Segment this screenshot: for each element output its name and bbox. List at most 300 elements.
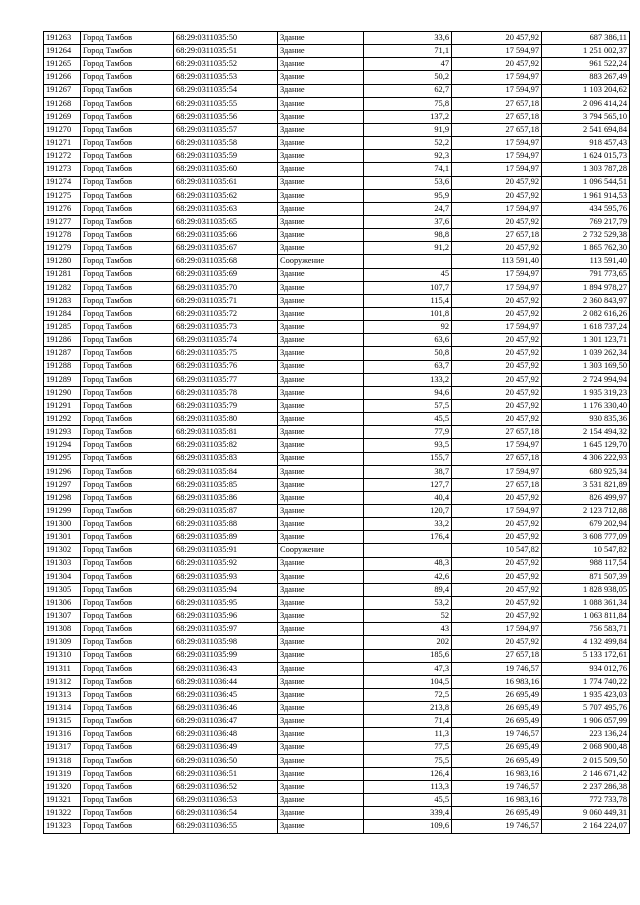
cadastral-value-cell: 1 906 057,99 bbox=[542, 715, 630, 728]
table-row bbox=[44, 597, 630, 610]
cadastral-value-cell: 772 733,78 bbox=[542, 794, 630, 807]
area-cell: 101,8 bbox=[364, 307, 452, 320]
record-id-cell: 191293 bbox=[44, 426, 81, 439]
cadastral-value-cell: 1 618 737,24 bbox=[542, 321, 630, 334]
record-id-cell: 191319 bbox=[44, 767, 81, 780]
specific-value-cell: 20 457,92 bbox=[452, 636, 542, 649]
record-id-cell: 191315 bbox=[44, 715, 81, 728]
city-cell: Город Тамбов bbox=[81, 597, 174, 610]
table-row bbox=[44, 373, 630, 386]
specific-value-cell: 20 457,92 bbox=[452, 215, 542, 228]
city-cell: Город Тамбов bbox=[81, 268, 174, 281]
specific-value-cell: 17 594,97 bbox=[452, 623, 542, 636]
specific-value-cell: 26 695,49 bbox=[452, 754, 542, 767]
object-type-cell: Здание bbox=[278, 45, 364, 58]
area-cell: 75,8 bbox=[364, 97, 452, 110]
record-id-cell: 191266 bbox=[44, 71, 81, 84]
city-cell: Город Тамбов bbox=[81, 176, 174, 189]
object-type-cell: Здание bbox=[278, 505, 364, 518]
table-row bbox=[44, 97, 630, 110]
area-cell: 91,2 bbox=[364, 242, 452, 255]
city-cell: Город Тамбов bbox=[81, 767, 174, 780]
specific-value-cell: 17 594,97 bbox=[452, 84, 542, 97]
city-cell: Город Тамбов bbox=[81, 649, 174, 662]
area-cell: 137,2 bbox=[364, 110, 452, 123]
record-id-cell: 191304 bbox=[44, 570, 81, 583]
cadastral-value-cell: 934 012,76 bbox=[542, 662, 630, 675]
table-row bbox=[44, 610, 630, 623]
cadastral-value-cell: 2 732 529,38 bbox=[542, 229, 630, 242]
city-cell: Город Тамбов bbox=[81, 307, 174, 320]
record-id-cell: 191321 bbox=[44, 794, 81, 807]
record-id-cell: 191306 bbox=[44, 597, 81, 610]
cadastral-value-cell: 2 237 286,38 bbox=[542, 781, 630, 794]
city-cell: Город Тамбов bbox=[81, 426, 174, 439]
area-cell: 38,7 bbox=[364, 465, 452, 478]
cadastral-value-cell: 3 608 777,09 bbox=[542, 531, 630, 544]
table-row bbox=[44, 531, 630, 544]
object-type-cell: Здание bbox=[278, 675, 364, 688]
table-row bbox=[44, 662, 630, 675]
area-cell: 77,5 bbox=[364, 741, 452, 754]
area-cell: 52,2 bbox=[364, 137, 452, 150]
table-row bbox=[44, 518, 630, 531]
cadastral-number-cell: 68:29:0311035:89 bbox=[174, 531, 278, 544]
cadastral-number-cell: 68:29:0311035:73 bbox=[174, 321, 278, 334]
specific-value-cell: 20 457,92 bbox=[452, 386, 542, 399]
specific-value-cell: 26 695,49 bbox=[452, 689, 542, 702]
city-cell: Город Тамбов bbox=[81, 413, 174, 426]
table-row bbox=[44, 741, 630, 754]
object-type-cell: Сооружение bbox=[278, 544, 364, 557]
cadastral-number-cell: 68:29:0311036:45 bbox=[174, 689, 278, 702]
cadastral-number-cell: 68:29:0311035:88 bbox=[174, 518, 278, 531]
table-row bbox=[44, 321, 630, 334]
specific-value-cell: 16 983,16 bbox=[452, 675, 542, 688]
area-cell: 40,4 bbox=[364, 491, 452, 504]
area-cell: 115,4 bbox=[364, 294, 452, 307]
object-type-cell: Здание bbox=[278, 662, 364, 675]
table-row bbox=[44, 452, 630, 465]
area-cell: 120,7 bbox=[364, 505, 452, 518]
cadastral-value-cell: 9 060 449,31 bbox=[542, 807, 630, 820]
record-id-cell: 191303 bbox=[44, 557, 81, 570]
object-type-cell: Здание bbox=[278, 465, 364, 478]
cadastral-value-cell: 1 088 361,34 bbox=[542, 597, 630, 610]
area-cell: 33,6 bbox=[364, 32, 452, 45]
cadastral-value-cell: 680 925,34 bbox=[542, 465, 630, 478]
record-id-cell: 191274 bbox=[44, 176, 81, 189]
cadastral-number-cell: 68:29:0311035:82 bbox=[174, 439, 278, 452]
area-cell: 104,5 bbox=[364, 675, 452, 688]
cadastral-value-cell: 1 303 169,50 bbox=[542, 360, 630, 373]
record-id-cell: 191308 bbox=[44, 623, 81, 636]
table-row bbox=[44, 767, 630, 780]
table-row bbox=[44, 636, 630, 649]
object-type-cell: Здание bbox=[278, 452, 364, 465]
object-type-cell: Здание bbox=[278, 373, 364, 386]
object-type-cell: Здание bbox=[278, 150, 364, 163]
object-type-cell: Здание bbox=[278, 268, 364, 281]
city-cell: Город Тамбов bbox=[81, 662, 174, 675]
area-cell: 71,4 bbox=[364, 715, 452, 728]
object-type-cell: Здание bbox=[278, 583, 364, 596]
record-id-cell: 191288 bbox=[44, 360, 81, 373]
record-id-cell: 191298 bbox=[44, 491, 81, 504]
city-cell: Город Тамбов bbox=[81, 32, 174, 45]
city-cell: Город Тамбов bbox=[81, 557, 174, 570]
area-cell: 71,1 bbox=[364, 45, 452, 58]
area-cell: 72,5 bbox=[364, 689, 452, 702]
specific-value-cell: 20 457,92 bbox=[452, 347, 542, 360]
record-id-cell: 191282 bbox=[44, 281, 81, 294]
object-type-cell: Здание bbox=[278, 610, 364, 623]
specific-value-cell: 17 594,97 bbox=[452, 439, 542, 452]
cadastral-value-cell: 2 068 900,48 bbox=[542, 741, 630, 754]
record-id-cell: 191311 bbox=[44, 662, 81, 675]
area-cell: 43 bbox=[364, 623, 452, 636]
object-type-cell: Здание bbox=[278, 242, 364, 255]
cadastral-value-cell: 2 082 616,26 bbox=[542, 307, 630, 320]
cadastral-number-cell: 68:29:0311035:62 bbox=[174, 189, 278, 202]
record-id-cell: 191318 bbox=[44, 754, 81, 767]
object-type-cell: Здание bbox=[278, 689, 364, 702]
object-type-cell: Здание bbox=[278, 137, 364, 150]
area-cell: 50,2 bbox=[364, 71, 452, 84]
cadastral-number-cell: 68:29:0311035:55 bbox=[174, 97, 278, 110]
cadastral-number-cell: 68:29:0311036:47 bbox=[174, 715, 278, 728]
cadastral-value-cell: 871 507,39 bbox=[542, 570, 630, 583]
cadastral-value-cell: 1 103 204,62 bbox=[542, 84, 630, 97]
record-id-cell: 191312 bbox=[44, 675, 81, 688]
cadastral-number-cell: 68:29:0311036:48 bbox=[174, 728, 278, 741]
specific-value-cell: 20 457,92 bbox=[452, 189, 542, 202]
object-type-cell: Здание bbox=[278, 741, 364, 754]
record-id-cell: 191272 bbox=[44, 150, 81, 163]
area-cell: 77,9 bbox=[364, 426, 452, 439]
record-id-cell: 191292 bbox=[44, 413, 81, 426]
area-cell: 107,7 bbox=[364, 281, 452, 294]
city-cell: Город Тамбов bbox=[81, 452, 174, 465]
cadastral-number-cell: 68:29:0311035:69 bbox=[174, 268, 278, 281]
cadastral-number-cell: 68:29:0311035:53 bbox=[174, 71, 278, 84]
cadastral-number-cell: 68:29:0311035:86 bbox=[174, 491, 278, 504]
area-cell bbox=[364, 255, 452, 268]
table-row bbox=[44, 176, 630, 189]
cadastral-value-cell: 1 251 002,37 bbox=[542, 45, 630, 58]
record-id-cell: 191270 bbox=[44, 123, 81, 136]
table-row bbox=[44, 478, 630, 491]
table-row bbox=[44, 334, 630, 347]
city-cell: Город Тамбов bbox=[81, 636, 174, 649]
cadastral-value-cell: 1 865 762,30 bbox=[542, 242, 630, 255]
record-id-cell: 191314 bbox=[44, 702, 81, 715]
area-cell: 53,2 bbox=[364, 597, 452, 610]
cadastral-value-cell: 1 063 811,84 bbox=[542, 610, 630, 623]
table-row bbox=[44, 491, 630, 504]
object-type-cell: Здание bbox=[278, 715, 364, 728]
specific-value-cell: 19 746,57 bbox=[452, 820, 542, 833]
cadastral-value-cell: 679 202,94 bbox=[542, 518, 630, 531]
table-row bbox=[44, 702, 630, 715]
specific-value-cell: 20 457,92 bbox=[452, 570, 542, 583]
city-cell: Город Тамбов bbox=[81, 531, 174, 544]
table-row bbox=[44, 715, 630, 728]
object-type-cell: Здание bbox=[278, 189, 364, 202]
table-row bbox=[44, 45, 630, 58]
record-id-cell: 191268 bbox=[44, 97, 81, 110]
area-cell: 93,5 bbox=[364, 439, 452, 452]
table-row bbox=[44, 163, 630, 176]
cadastral-value-cell: 883 267,49 bbox=[542, 71, 630, 84]
table-row bbox=[44, 110, 630, 123]
record-id-cell: 191283 bbox=[44, 294, 81, 307]
specific-value-cell: 26 695,49 bbox=[452, 807, 542, 820]
specific-value-cell: 20 457,92 bbox=[452, 557, 542, 570]
city-cell: Город Тамбов bbox=[81, 675, 174, 688]
area-cell: 91,9 bbox=[364, 123, 452, 136]
object-type-cell: Здание bbox=[278, 531, 364, 544]
object-type-cell: Здание bbox=[278, 649, 364, 662]
cadastral-number-cell: 68:29:0311035:75 bbox=[174, 347, 278, 360]
city-cell: Город Тамбов bbox=[81, 347, 174, 360]
city-cell: Город Тамбов bbox=[81, 570, 174, 583]
cadastral-value-cell: 961 522,24 bbox=[542, 58, 630, 71]
specific-value-cell: 16 983,16 bbox=[452, 767, 542, 780]
cadastral-number-cell: 68:29:0311035:61 bbox=[174, 176, 278, 189]
cadastral-value-cell: 223 136,24 bbox=[542, 728, 630, 741]
cadastral-number-cell: 68:29:0311035:94 bbox=[174, 583, 278, 596]
cadastral-number-cell: 68:29:0311036:50 bbox=[174, 754, 278, 767]
cadastral-number-cell: 68:29:0311035:58 bbox=[174, 137, 278, 150]
object-type-cell: Здание bbox=[278, 491, 364, 504]
cadastral-number-cell: 68:29:0311035:98 bbox=[174, 636, 278, 649]
table-row bbox=[44, 781, 630, 794]
cadastral-number-cell: 68:29:0311035:92 bbox=[174, 557, 278, 570]
record-id-cell: 191278 bbox=[44, 229, 81, 242]
specific-value-cell: 20 457,92 bbox=[452, 399, 542, 412]
city-cell: Город Тамбов bbox=[81, 242, 174, 255]
table-row bbox=[44, 439, 630, 452]
city-cell: Город Тамбов bbox=[81, 439, 174, 452]
object-type-cell: Здание bbox=[278, 518, 364, 531]
object-type-cell: Здание bbox=[278, 478, 364, 491]
area-cell: 133,2 bbox=[364, 373, 452, 386]
city-cell: Город Тамбов bbox=[81, 754, 174, 767]
object-type-cell: Здание bbox=[278, 347, 364, 360]
object-type-cell: Здание bbox=[278, 32, 364, 45]
area-cell: 155,7 bbox=[364, 452, 452, 465]
cadastral-number-cell: 68:29:0311035:60 bbox=[174, 163, 278, 176]
cadastral-number-cell: 68:29:0311035:71 bbox=[174, 294, 278, 307]
cadastral-value-cell: 2 154 494,32 bbox=[542, 426, 630, 439]
area-cell: 89,4 bbox=[364, 583, 452, 596]
cadastral-number-cell: 68:29:0311035:56 bbox=[174, 110, 278, 123]
specific-value-cell: 17 594,97 bbox=[452, 71, 542, 84]
record-id-cell: 191309 bbox=[44, 636, 81, 649]
cadastral-number-cell: 68:29:0311035:79 bbox=[174, 399, 278, 412]
object-type-cell: Здание bbox=[278, 110, 364, 123]
record-id-cell: 191277 bbox=[44, 215, 81, 228]
cadastral-number-cell: 68:29:0311035:97 bbox=[174, 623, 278, 636]
cadastral-number-cell: 68:29:0311035:66 bbox=[174, 229, 278, 242]
cadastral-value-cell: 2 164 224,07 bbox=[542, 820, 630, 833]
cadastral-value-cell: 1 301 123,71 bbox=[542, 334, 630, 347]
cadastral-value-cell: 113 591,40 bbox=[542, 255, 630, 268]
table-row bbox=[44, 202, 630, 215]
specific-value-cell: 17 594,97 bbox=[452, 137, 542, 150]
table-row bbox=[44, 137, 630, 150]
object-type-cell: Здание bbox=[278, 570, 364, 583]
cadastral-value-cell: 769 217,79 bbox=[542, 215, 630, 228]
specific-value-cell: 20 457,92 bbox=[452, 531, 542, 544]
city-cell: Город Тамбов bbox=[81, 820, 174, 833]
area-cell: 213,8 bbox=[364, 702, 452, 715]
area-cell: 109,6 bbox=[364, 820, 452, 833]
cadastral-number-cell: 68:29:0311035:83 bbox=[174, 452, 278, 465]
record-id-cell: 191286 bbox=[44, 334, 81, 347]
city-cell: Город Тамбов bbox=[81, 215, 174, 228]
specific-value-cell: 19 746,57 bbox=[452, 781, 542, 794]
record-id-cell: 191294 bbox=[44, 439, 81, 452]
area-cell: 52 bbox=[364, 610, 452, 623]
specific-value-cell: 20 457,92 bbox=[452, 294, 542, 307]
specific-value-cell: 17 594,97 bbox=[452, 202, 542, 215]
specific-value-cell: 20 457,92 bbox=[452, 583, 542, 596]
cadastral-number-cell: 68:29:0311035:96 bbox=[174, 610, 278, 623]
specific-value-cell: 27 657,18 bbox=[452, 478, 542, 491]
table-row bbox=[44, 268, 630, 281]
object-type-cell: Здание bbox=[278, 557, 364, 570]
specific-value-cell: 27 657,18 bbox=[452, 123, 542, 136]
area-cell: 176,4 bbox=[364, 531, 452, 544]
cadastral-value-cell: 5 707 495,76 bbox=[542, 702, 630, 715]
specific-value-cell: 19 746,57 bbox=[452, 728, 542, 741]
record-id-cell: 191323 bbox=[44, 820, 81, 833]
city-cell: Город Тамбов bbox=[81, 229, 174, 242]
cadastral-number-cell: 68:29:0311035:67 bbox=[174, 242, 278, 255]
cadastral-value-cell: 1 624 015,73 bbox=[542, 150, 630, 163]
table-row bbox=[44, 123, 630, 136]
city-cell: Город Тамбов bbox=[81, 491, 174, 504]
area-cell: 45,5 bbox=[364, 413, 452, 426]
cadastral-value-cell: 1 096 544,51 bbox=[542, 176, 630, 189]
table-body bbox=[44, 32, 630, 834]
record-id-cell: 191281 bbox=[44, 268, 81, 281]
cadastral-value-cell: 2 015 509,50 bbox=[542, 754, 630, 767]
city-cell: Город Тамбов bbox=[81, 465, 174, 478]
table-row bbox=[44, 505, 630, 518]
specific-value-cell: 17 594,97 bbox=[452, 163, 542, 176]
area-cell: 33,2 bbox=[364, 518, 452, 531]
area-cell: 94,6 bbox=[364, 386, 452, 399]
cadastral-number-cell: 68:29:0311035:93 bbox=[174, 570, 278, 583]
area-cell: 202 bbox=[364, 636, 452, 649]
cadastral-value-cell: 1 176 330,40 bbox=[542, 399, 630, 412]
area-cell: 95,9 bbox=[364, 189, 452, 202]
object-type-cell: Здание bbox=[278, 307, 364, 320]
cadastral-value-cell: 1 303 787,28 bbox=[542, 163, 630, 176]
table-row bbox=[44, 386, 630, 399]
table-row bbox=[44, 426, 630, 439]
cadastral-value-cell: 930 835,36 bbox=[542, 413, 630, 426]
cadastral-number-cell: 68:29:0311035:57 bbox=[174, 123, 278, 136]
cadastral-number-cell: 68:29:0311036:49 bbox=[174, 741, 278, 754]
table-row bbox=[44, 255, 630, 268]
cadastral-value-cell: 2 096 414,24 bbox=[542, 97, 630, 110]
table-row bbox=[44, 84, 630, 97]
record-id-cell: 191291 bbox=[44, 399, 81, 412]
city-cell: Город Тамбов bbox=[81, 281, 174, 294]
record-id-cell: 191300 bbox=[44, 518, 81, 531]
table-row bbox=[44, 754, 630, 767]
city-cell: Город Тамбов bbox=[81, 84, 174, 97]
record-id-cell: 191310 bbox=[44, 649, 81, 662]
cadastral-number-cell: 68:29:0311036:52 bbox=[174, 781, 278, 794]
city-cell: Город Тамбов bbox=[81, 478, 174, 491]
cadastral-number-cell: 68:29:0311035:99 bbox=[174, 649, 278, 662]
record-id-cell: 191299 bbox=[44, 505, 81, 518]
city-cell: Город Тамбов bbox=[81, 544, 174, 557]
area-cell: 47,3 bbox=[364, 662, 452, 675]
cadastral-value-cell: 4 132 499,84 bbox=[542, 636, 630, 649]
area-cell: 339,4 bbox=[364, 807, 452, 820]
record-id-cell: 191265 bbox=[44, 58, 81, 71]
cadastral-value-cell: 918 457,43 bbox=[542, 137, 630, 150]
record-id-cell: 191284 bbox=[44, 307, 81, 320]
record-id-cell: 191297 bbox=[44, 478, 81, 491]
specific-value-cell: 17 594,97 bbox=[452, 45, 542, 58]
cadastral-number-cell: 68:29:0311035:65 bbox=[174, 215, 278, 228]
specific-value-cell: 17 594,97 bbox=[452, 321, 542, 334]
table-row bbox=[44, 294, 630, 307]
cadastral-value-cell: 756 583,71 bbox=[542, 623, 630, 636]
record-id-cell: 191279 bbox=[44, 242, 81, 255]
cadastral-value-cell: 2 146 671,42 bbox=[542, 767, 630, 780]
cadastral-value-cell: 1 645 129,70 bbox=[542, 439, 630, 452]
cadastral-value-cell: 1 894 978,27 bbox=[542, 281, 630, 294]
cadastral-value-cell: 1 774 740,22 bbox=[542, 675, 630, 688]
record-id-cell: 191305 bbox=[44, 583, 81, 596]
object-type-cell: Здание bbox=[278, 321, 364, 334]
city-cell: Город Тамбов bbox=[81, 110, 174, 123]
area-cell: 63,6 bbox=[364, 334, 452, 347]
city-cell: Город Тамбов bbox=[81, 728, 174, 741]
record-id-cell: 191295 bbox=[44, 452, 81, 465]
area-cell: 185,6 bbox=[364, 649, 452, 662]
area-cell: 42,6 bbox=[364, 570, 452, 583]
specific-value-cell: 27 657,18 bbox=[452, 97, 542, 110]
cadastral-number-cell: 68:29:0311035:54 bbox=[174, 84, 278, 97]
area-cell: 24,7 bbox=[364, 202, 452, 215]
specific-value-cell: 113 591,40 bbox=[452, 255, 542, 268]
area-cell: 62,7 bbox=[364, 84, 452, 97]
record-id-cell: 191296 bbox=[44, 465, 81, 478]
cadastral-number-cell: 68:29:0311036:53 bbox=[174, 794, 278, 807]
cadastral-value-cell: 2 360 843,97 bbox=[542, 294, 630, 307]
city-cell: Город Тамбов bbox=[81, 71, 174, 84]
cadastral-number-cell: 68:29:0311035:63 bbox=[174, 202, 278, 215]
cadastral-value-cell: 1 039 262,34 bbox=[542, 347, 630, 360]
area-cell: 126,4 bbox=[364, 767, 452, 780]
table-row bbox=[44, 189, 630, 202]
city-cell: Город Тамбов bbox=[81, 781, 174, 794]
table-row bbox=[44, 649, 630, 662]
cadastral-number-cell: 68:29:0311035:68 bbox=[174, 255, 278, 268]
specific-value-cell: 20 457,92 bbox=[452, 307, 542, 320]
object-type-cell: Здание bbox=[278, 97, 364, 110]
record-id-cell: 191287 bbox=[44, 347, 81, 360]
